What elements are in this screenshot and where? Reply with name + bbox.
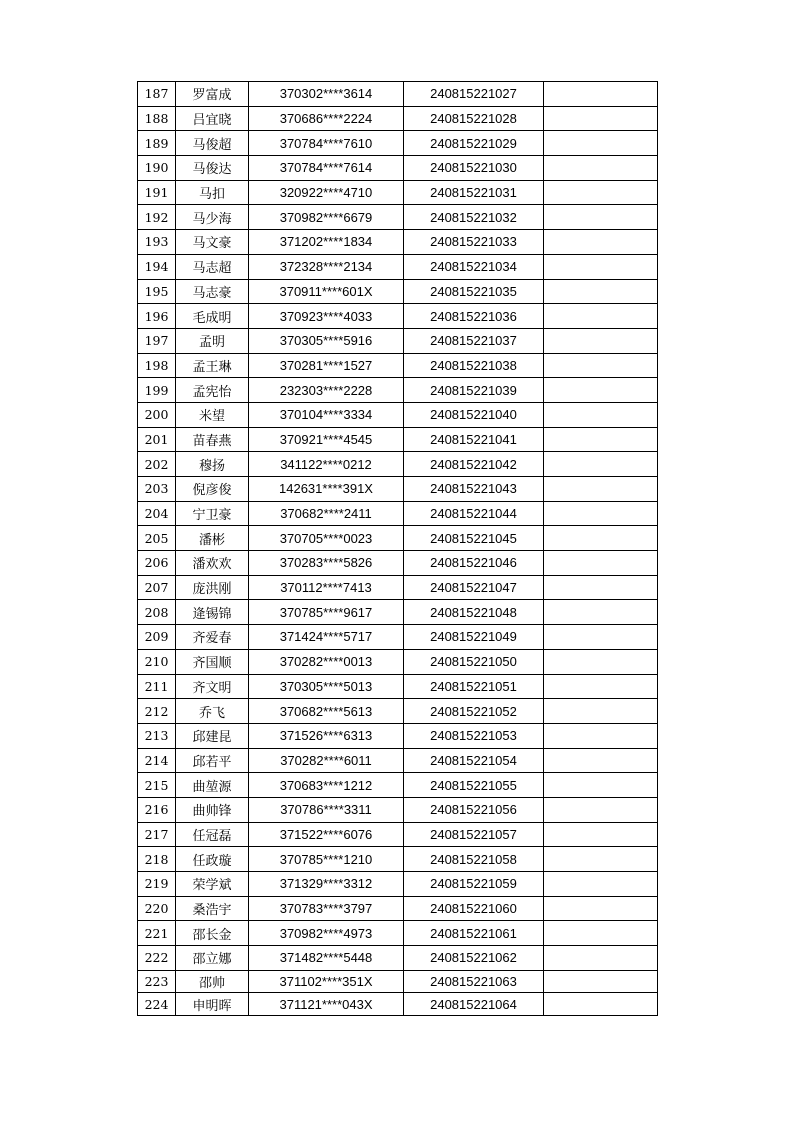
name-cell: 邱若平 bbox=[176, 748, 249, 773]
row-number-cell: 212 bbox=[138, 699, 176, 724]
row-number-cell: 216 bbox=[138, 797, 176, 822]
table-row bbox=[138, 427, 658, 452]
table-row bbox=[138, 477, 658, 502]
remark-cell bbox=[544, 304, 658, 329]
name-cell: 苗春燕 bbox=[176, 427, 249, 452]
table-row bbox=[138, 131, 658, 156]
id-number-cell: 370923****4033 bbox=[249, 304, 404, 329]
id-number-cell: 370112****7413 bbox=[249, 575, 404, 600]
ticket-number-cell: 240815221040 bbox=[404, 402, 544, 427]
name-cell: 庞洪刚 bbox=[176, 575, 249, 600]
ticket-number-cell: 240815221047 bbox=[404, 575, 544, 600]
name-cell: 齐国顺 bbox=[176, 649, 249, 674]
ticket-number-cell: 240815221045 bbox=[404, 526, 544, 551]
name-cell: 齐爱春 bbox=[176, 625, 249, 650]
table-row bbox=[138, 993, 658, 1016]
table-row bbox=[138, 847, 658, 872]
row-number-cell: 187 bbox=[138, 82, 176, 107]
remark-cell bbox=[544, 970, 658, 993]
id-number-cell: 370283****5826 bbox=[249, 551, 404, 576]
id-number-cell: 370911****601X bbox=[249, 279, 404, 304]
table-row bbox=[138, 328, 658, 353]
table-row bbox=[138, 551, 658, 576]
remark-cell bbox=[544, 797, 658, 822]
id-number-cell: 371202****1834 bbox=[249, 230, 404, 255]
row-number-cell: 191 bbox=[138, 180, 176, 205]
remark-cell bbox=[544, 600, 658, 625]
ticket-number-cell: 240815221038 bbox=[404, 353, 544, 378]
row-number-cell: 204 bbox=[138, 501, 176, 526]
id-number-cell: 370784****7614 bbox=[249, 156, 404, 181]
name-cell: 申明晖 bbox=[176, 993, 249, 1016]
remark-cell bbox=[544, 230, 658, 255]
ticket-number-cell: 240815221041 bbox=[404, 427, 544, 452]
id-number-cell: 371121****043X bbox=[249, 993, 404, 1016]
id-number-cell: 371482****5448 bbox=[249, 946, 404, 971]
remark-cell bbox=[544, 501, 658, 526]
row-number-cell: 217 bbox=[138, 822, 176, 847]
row-number-cell: 205 bbox=[138, 526, 176, 551]
name-cell: 齐文明 bbox=[176, 674, 249, 699]
remark-cell bbox=[544, 872, 658, 897]
ticket-number-cell: 240815221029 bbox=[404, 131, 544, 156]
remark-cell bbox=[544, 279, 658, 304]
table-row bbox=[138, 600, 658, 625]
name-cell: 马俊超 bbox=[176, 131, 249, 156]
ticket-number-cell: 240815221034 bbox=[404, 254, 544, 279]
remark-cell bbox=[544, 946, 658, 971]
ticket-number-cell: 240815221044 bbox=[404, 501, 544, 526]
remark-cell bbox=[544, 575, 658, 600]
remark-cell bbox=[544, 477, 658, 502]
id-number-cell: 320922****4710 bbox=[249, 180, 404, 205]
id-number-cell: 370686****2224 bbox=[249, 106, 404, 131]
remark-cell bbox=[544, 180, 658, 205]
row-number-cell: 190 bbox=[138, 156, 176, 181]
row-number-cell: 222 bbox=[138, 946, 176, 971]
row-number-cell: 197 bbox=[138, 328, 176, 353]
row-number-cell: 223 bbox=[138, 970, 176, 993]
ticket-number-cell: 240815221064 bbox=[404, 993, 544, 1016]
ticket-number-cell: 240815221032 bbox=[404, 205, 544, 230]
table-row bbox=[138, 822, 658, 847]
ticket-number-cell: 240815221052 bbox=[404, 699, 544, 724]
name-cell: 潘欢欢 bbox=[176, 551, 249, 576]
ticket-number-cell: 240815221060 bbox=[404, 896, 544, 921]
remark-cell bbox=[544, 205, 658, 230]
row-number-cell: 213 bbox=[138, 723, 176, 748]
id-number-cell: 370783****3797 bbox=[249, 896, 404, 921]
table-row bbox=[138, 501, 658, 526]
row-number-cell: 192 bbox=[138, 205, 176, 230]
name-cell: 荣学斌 bbox=[176, 872, 249, 897]
ticket-number-cell: 240815221030 bbox=[404, 156, 544, 181]
row-number-cell: 188 bbox=[138, 106, 176, 131]
id-number-cell: 370921****4545 bbox=[249, 427, 404, 452]
ticket-number-cell: 240815221028 bbox=[404, 106, 544, 131]
table-row bbox=[138, 353, 658, 378]
table-row bbox=[138, 970, 658, 993]
ticket-number-cell: 240815221042 bbox=[404, 452, 544, 477]
id-number-cell: 371526****6313 bbox=[249, 723, 404, 748]
ticket-number-cell: 240815221031 bbox=[404, 180, 544, 205]
name-cell: 任政璇 bbox=[176, 847, 249, 872]
remark-cell bbox=[544, 526, 658, 551]
table-row bbox=[138, 575, 658, 600]
table-row bbox=[138, 82, 658, 107]
remark-cell bbox=[544, 106, 658, 131]
row-number-cell: 207 bbox=[138, 575, 176, 600]
table-row bbox=[138, 723, 658, 748]
name-cell: 曲堃源 bbox=[176, 773, 249, 798]
remark-cell bbox=[544, 822, 658, 847]
table-row bbox=[138, 452, 658, 477]
ticket-number-cell: 240815221062 bbox=[404, 946, 544, 971]
row-number-cell: 210 bbox=[138, 649, 176, 674]
remark-cell bbox=[544, 699, 658, 724]
name-cell: 罗富成 bbox=[176, 82, 249, 107]
remark-cell bbox=[544, 156, 658, 181]
table-row bbox=[138, 797, 658, 822]
remark-cell bbox=[544, 921, 658, 946]
name-cell: 邵帅 bbox=[176, 970, 249, 993]
ticket-number-cell: 240815221063 bbox=[404, 970, 544, 993]
remark-cell bbox=[544, 649, 658, 674]
name-cell: 邱建昆 bbox=[176, 723, 249, 748]
remark-cell bbox=[544, 131, 658, 156]
ticket-number-cell: 240815221048 bbox=[404, 600, 544, 625]
name-cell: 邵立娜 bbox=[176, 946, 249, 971]
table-row bbox=[138, 896, 658, 921]
ticket-number-cell: 240815221027 bbox=[404, 82, 544, 107]
remark-cell bbox=[544, 625, 658, 650]
id-number-cell: 232303****2228 bbox=[249, 378, 404, 403]
row-number-cell: 214 bbox=[138, 748, 176, 773]
id-number-cell: 370784****7610 bbox=[249, 131, 404, 156]
name-cell: 任冠磊 bbox=[176, 822, 249, 847]
remark-cell bbox=[544, 551, 658, 576]
id-number-cell: 370982****4973 bbox=[249, 921, 404, 946]
table-row bbox=[138, 304, 658, 329]
table-row bbox=[138, 699, 658, 724]
row-number-cell: 195 bbox=[138, 279, 176, 304]
remark-cell bbox=[544, 674, 658, 699]
ticket-number-cell: 240815221057 bbox=[404, 822, 544, 847]
ticket-number-cell: 240815221051 bbox=[404, 674, 544, 699]
remark-cell bbox=[544, 402, 658, 427]
row-number-cell: 219 bbox=[138, 872, 176, 897]
ticket-number-cell: 240815221053 bbox=[404, 723, 544, 748]
id-number-cell: 370682****2411 bbox=[249, 501, 404, 526]
remark-cell bbox=[544, 82, 658, 107]
row-number-cell: 221 bbox=[138, 921, 176, 946]
name-cell: 马扣 bbox=[176, 180, 249, 205]
remark-cell bbox=[544, 328, 658, 353]
name-cell: 孟明 bbox=[176, 328, 249, 353]
row-number-cell: 198 bbox=[138, 353, 176, 378]
ticket-number-cell: 240815221049 bbox=[404, 625, 544, 650]
name-cell: 乔飞 bbox=[176, 699, 249, 724]
table-row bbox=[138, 773, 658, 798]
id-number-cell: 371102****351X bbox=[249, 970, 404, 993]
id-number-cell: 370785****1210 bbox=[249, 847, 404, 872]
table-row bbox=[138, 180, 658, 205]
id-number-cell: 370785****9617 bbox=[249, 600, 404, 625]
ticket-number-cell: 240815221054 bbox=[404, 748, 544, 773]
table-row bbox=[138, 156, 658, 181]
id-number-cell: 370683****1212 bbox=[249, 773, 404, 798]
row-number-cell: 199 bbox=[138, 378, 176, 403]
id-number-cell: 142631****391X bbox=[249, 477, 404, 502]
remark-cell bbox=[544, 773, 658, 798]
name-cell: 倪彦俊 bbox=[176, 477, 249, 502]
table-row bbox=[138, 526, 658, 551]
table-row bbox=[138, 946, 658, 971]
id-number-cell: 371424****5717 bbox=[249, 625, 404, 650]
row-number-cell: 202 bbox=[138, 452, 176, 477]
remark-cell bbox=[544, 748, 658, 773]
ticket-number-cell: 240815221039 bbox=[404, 378, 544, 403]
row-number-cell: 189 bbox=[138, 131, 176, 156]
remark-cell bbox=[544, 378, 658, 403]
table-row bbox=[138, 279, 658, 304]
remark-cell bbox=[544, 723, 658, 748]
name-cell: 吕宜晓 bbox=[176, 106, 249, 131]
name-cell: 逄锡锦 bbox=[176, 600, 249, 625]
name-cell: 邵长金 bbox=[176, 921, 249, 946]
name-cell: 穆扬 bbox=[176, 452, 249, 477]
name-cell: 毛成明 bbox=[176, 304, 249, 329]
id-number-cell: 371329****3312 bbox=[249, 872, 404, 897]
row-number-cell: 194 bbox=[138, 254, 176, 279]
ticket-number-cell: 240815221046 bbox=[404, 551, 544, 576]
name-cell: 曲帅锋 bbox=[176, 797, 249, 822]
id-number-cell: 370104****3334 bbox=[249, 402, 404, 427]
id-number-cell: 370282****0013 bbox=[249, 649, 404, 674]
row-number-cell: 196 bbox=[138, 304, 176, 329]
id-number-cell: 370282****6011 bbox=[249, 748, 404, 773]
ticket-number-cell: 240815221059 bbox=[404, 872, 544, 897]
roster-table bbox=[137, 81, 658, 1016]
ticket-number-cell: 240815221055 bbox=[404, 773, 544, 798]
table-row bbox=[138, 205, 658, 230]
ticket-number-cell: 240815221061 bbox=[404, 921, 544, 946]
ticket-number-cell: 240815221043 bbox=[404, 477, 544, 502]
row-number-cell: 203 bbox=[138, 477, 176, 502]
table-row bbox=[138, 649, 658, 674]
table-row bbox=[138, 230, 658, 255]
remark-cell bbox=[544, 896, 658, 921]
remark-cell bbox=[544, 254, 658, 279]
id-number-cell: 370982****6679 bbox=[249, 205, 404, 230]
id-number-cell: 370305****5916 bbox=[249, 328, 404, 353]
name-cell: 孟宪怡 bbox=[176, 378, 249, 403]
remark-cell bbox=[544, 993, 658, 1016]
row-number-cell: 201 bbox=[138, 427, 176, 452]
name-cell: 马文豪 bbox=[176, 230, 249, 255]
ticket-number-cell: 240815221050 bbox=[404, 649, 544, 674]
table-row bbox=[138, 748, 658, 773]
row-number-cell: 215 bbox=[138, 773, 176, 798]
row-number-cell: 193 bbox=[138, 230, 176, 255]
table-row bbox=[138, 106, 658, 131]
table-row bbox=[138, 921, 658, 946]
ticket-number-cell: 240815221033 bbox=[404, 230, 544, 255]
ticket-number-cell: 240815221035 bbox=[404, 279, 544, 304]
name-cell: 孟王琳 bbox=[176, 353, 249, 378]
table-row bbox=[138, 378, 658, 403]
table-row bbox=[138, 402, 658, 427]
id-number-cell: 371522****6076 bbox=[249, 822, 404, 847]
name-cell: 桑浩宇 bbox=[176, 896, 249, 921]
ticket-number-cell: 240815221036 bbox=[404, 304, 544, 329]
name-cell: 米望 bbox=[176, 402, 249, 427]
row-number-cell: 200 bbox=[138, 402, 176, 427]
id-number-cell: 370705****0023 bbox=[249, 526, 404, 551]
remark-cell bbox=[544, 353, 658, 378]
row-number-cell: 224 bbox=[138, 993, 176, 1016]
name-cell: 宁卫豪 bbox=[176, 501, 249, 526]
id-number-cell: 370302****3614 bbox=[249, 82, 404, 107]
ticket-number-cell: 240815221056 bbox=[404, 797, 544, 822]
row-number-cell: 206 bbox=[138, 551, 176, 576]
id-number-cell: 341122****0212 bbox=[249, 452, 404, 477]
remark-cell bbox=[544, 452, 658, 477]
id-number-cell: 370682****5613 bbox=[249, 699, 404, 724]
table-row bbox=[138, 254, 658, 279]
name-cell: 马少海 bbox=[176, 205, 249, 230]
row-number-cell: 208 bbox=[138, 600, 176, 625]
id-number-cell: 372328****2134 bbox=[249, 254, 404, 279]
ticket-number-cell: 240815221058 bbox=[404, 847, 544, 872]
ticket-number-cell: 240815221037 bbox=[404, 328, 544, 353]
table-row bbox=[138, 674, 658, 699]
table-row bbox=[138, 872, 658, 897]
id-number-cell: 370786****3311 bbox=[249, 797, 404, 822]
row-number-cell: 218 bbox=[138, 847, 176, 872]
remark-cell bbox=[544, 847, 658, 872]
row-number-cell: 209 bbox=[138, 625, 176, 650]
remark-cell bbox=[544, 427, 658, 452]
table-row bbox=[138, 625, 658, 650]
name-cell: 潘彬 bbox=[176, 526, 249, 551]
id-number-cell: 370281****1527 bbox=[249, 353, 404, 378]
roster-table-body bbox=[138, 82, 658, 1016]
row-number-cell: 211 bbox=[138, 674, 176, 699]
name-cell: 马志超 bbox=[176, 254, 249, 279]
name-cell: 马俊达 bbox=[176, 156, 249, 181]
row-number-cell: 220 bbox=[138, 896, 176, 921]
name-cell: 马志豪 bbox=[176, 279, 249, 304]
id-number-cell: 370305****5013 bbox=[249, 674, 404, 699]
